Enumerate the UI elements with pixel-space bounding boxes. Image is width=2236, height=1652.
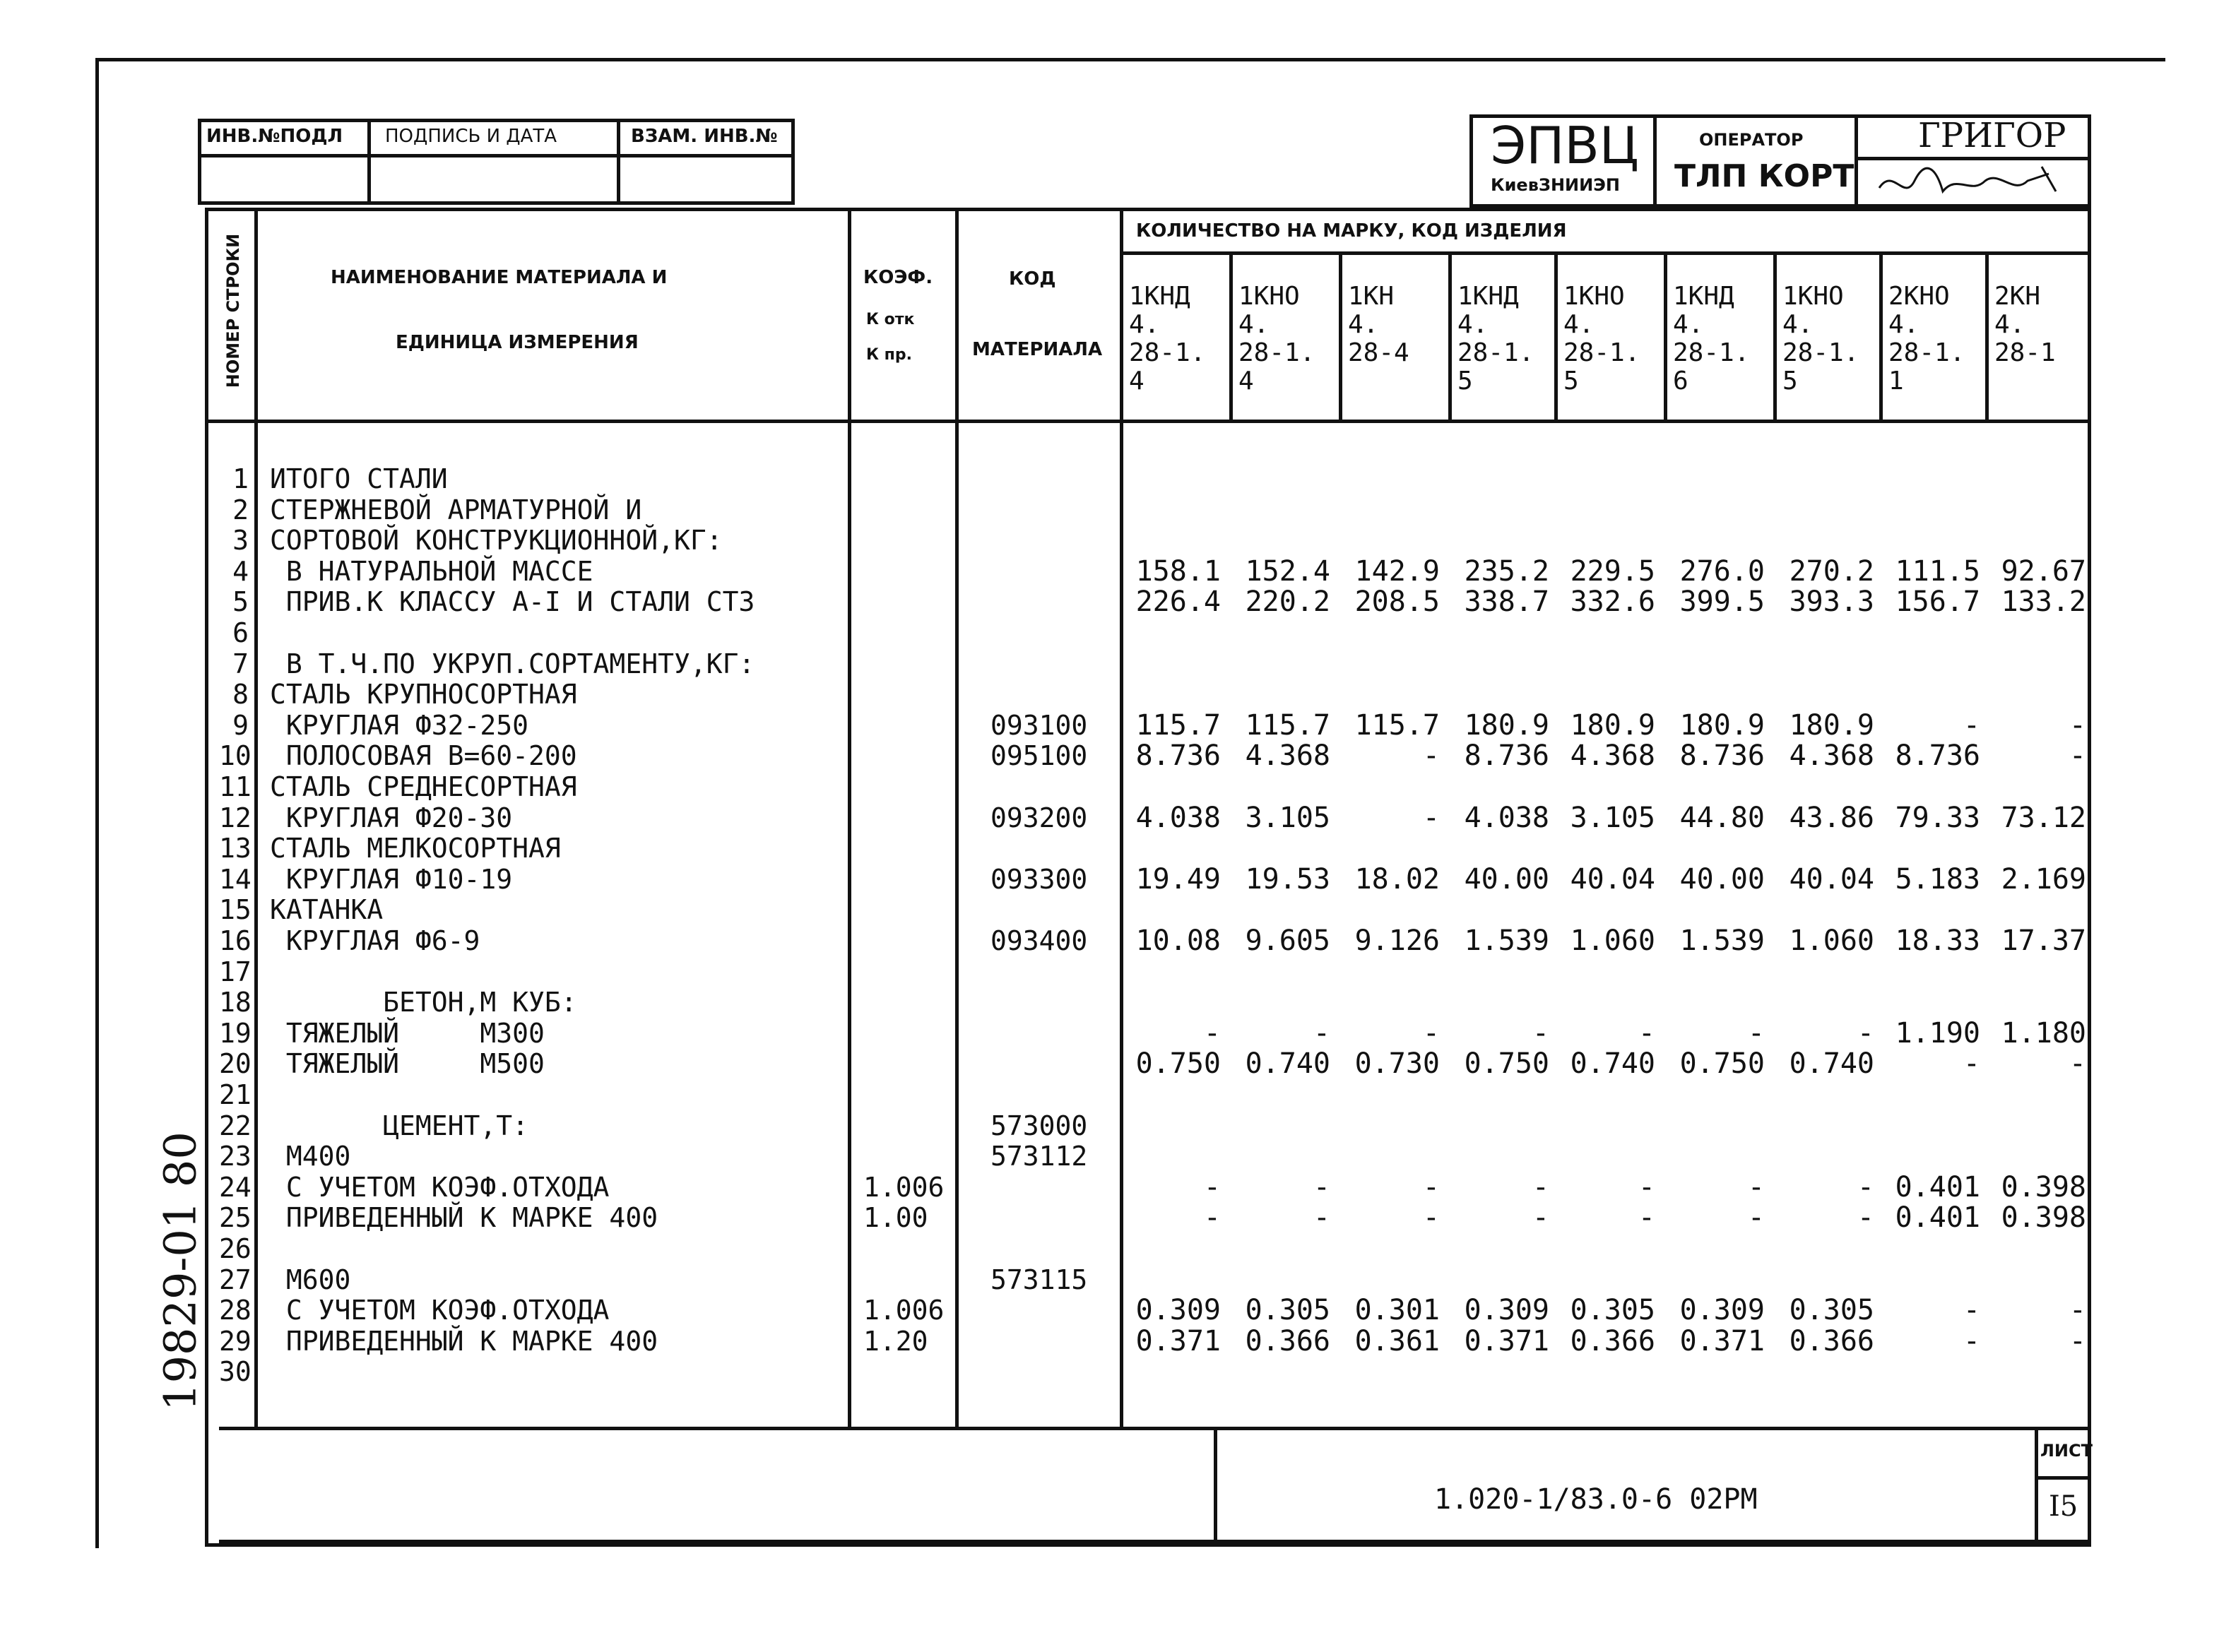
person-name: ГРИГОР: [1918, 116, 2066, 155]
row-value: 44.80: [1679, 802, 1765, 834]
row-value: 40.04: [1570, 863, 1655, 896]
row-value: 180.9: [1789, 709, 1874, 742]
row-value: 1.539: [1679, 925, 1765, 957]
row-number: 22: [219, 1110, 252, 1141]
row-value: -: [1638, 1201, 1655, 1234]
row-value: 1.180: [2001, 1017, 2086, 1050]
side-stamp: 19829-01 80: [154, 1131, 206, 1411]
row-material-name: ТЯЖЕЛЫЙ М300: [270, 1018, 545, 1049]
row-value: 0.301: [1354, 1294, 1440, 1326]
footer-divider: [2035, 1476, 2091, 1480]
row-value: -: [1857, 1171, 1874, 1204]
row-value: 0.309: [1679, 1294, 1765, 1326]
col-line: [1339, 251, 1342, 420]
header-koef: КОЭФ.: [863, 267, 933, 288]
row-value: 79.33: [1895, 802, 1980, 834]
row-value: -: [1857, 1017, 1874, 1050]
row-number: 18: [219, 987, 252, 1018]
col-line: [1985, 251, 1989, 420]
col-line: [955, 208, 959, 1427]
row-value: 0.305: [1570, 1294, 1655, 1326]
row-material-name: СТАЛЬ КРУПНОСОРТНАЯ: [270, 679, 577, 710]
header-k-otk: К отк: [866, 311, 915, 328]
row-value: 1.190: [1895, 1017, 1980, 1050]
col-line: [1448, 251, 1452, 420]
org-divider: [1855, 114, 1858, 208]
col-line: [848, 208, 851, 1427]
qty-header-divider: [1120, 251, 2091, 255]
row-value: 208.5: [1354, 586, 1440, 618]
row-value: -: [1203, 1201, 1221, 1234]
row-value: 0.309: [1135, 1294, 1221, 1326]
row-material-name: ИТОГО СТАЛИ: [270, 463, 448, 494]
frame-top-line: [95, 58, 2165, 61]
row-material-code: 573112: [990, 1141, 1088, 1172]
row-value: 43.86: [1789, 802, 1874, 834]
row-value: 0.366: [1570, 1325, 1655, 1357]
row-value: 0.401: [1895, 1201, 1980, 1234]
row-value: -: [1638, 1171, 1655, 1204]
row-number: 1: [232, 463, 249, 494]
row-value: -: [1422, 1017, 1440, 1050]
row-number: 23: [219, 1141, 252, 1172]
row-value: 0.398: [2001, 1201, 2086, 1234]
row-material-name: М400: [270, 1141, 351, 1172]
row-material-code: 573000: [990, 1110, 1088, 1141]
row-value: 393.3: [1789, 586, 1874, 618]
row-material-name: СОРТОВОЙ КОНСТРУКЦИОННОЙ,КГ:: [270, 525, 723, 556]
col-line: [1879, 251, 1883, 420]
row-material-name: В НАТУРАЛЬНОЙ МАССЕ: [270, 556, 593, 587]
row-value: 338.7: [1464, 586, 1549, 618]
row-material-code: 093100: [990, 710, 1088, 741]
row-value: 9.605: [1245, 925, 1330, 957]
row-value: -: [1422, 802, 1440, 834]
row-value: 9.126: [1354, 925, 1440, 957]
row-material-code: 095100: [990, 740, 1088, 771]
row-value: 0.305: [1789, 1294, 1874, 1326]
row-material-name: С УЧЕТОМ КОЭФ.ОТХОДА: [270, 1172, 610, 1203]
row-value: 158.1: [1135, 555, 1221, 588]
row-value: 133.2: [2001, 586, 2086, 618]
row-value: 40.00: [1679, 863, 1765, 896]
mark-header: 1КНД 4. 28-1. 4: [1129, 282, 1206, 396]
header-name-line1: НАИМЕНОВАНИЕ МАТЕРИАЛА И: [331, 267, 668, 288]
mark-header: 1КНО 4. 28-1. 4: [1238, 282, 1315, 396]
col-line: [1773, 251, 1777, 420]
row-value: 270.2: [1789, 555, 1874, 588]
org-sub: КиевЗНИИЭП: [1491, 175, 1620, 195]
row-value: 4.368: [1789, 739, 1874, 772]
row-value: -: [2069, 1047, 2086, 1080]
row-value: 0.740: [1570, 1047, 1655, 1080]
row-material-name: В Т.Ч.ПО УКРУП.СОРТАМЕНТУ,КГ:: [270, 648, 755, 679]
row-material-name: КРУГЛАЯ Ф20-30: [270, 802, 513, 833]
row-value: 8.736: [1135, 739, 1221, 772]
row-value: 0.750: [1135, 1047, 1221, 1080]
row-number: 30: [219, 1356, 252, 1387]
row-value: -: [1313, 1017, 1330, 1050]
row-value: -: [2069, 1294, 2086, 1326]
row-number: 15: [219, 894, 252, 925]
row-value: 0.740: [1789, 1047, 1874, 1080]
row-value: 2.169: [2001, 863, 2086, 896]
row-value: 0.750: [1679, 1047, 1765, 1080]
row-value: 5.183: [1895, 863, 1980, 896]
col-line: [1664, 251, 1667, 420]
row-value: 0.366: [1789, 1325, 1874, 1357]
row-value: 3.105: [1570, 802, 1655, 834]
row-value: 8.736: [1895, 739, 1980, 772]
stamp-signature-date: ПОДПИСЬ И ДАТА: [385, 126, 557, 147]
row-value: 4.038: [1135, 802, 1221, 834]
footer-bottom: [219, 1540, 2091, 1543]
row-value: 40.00: [1464, 863, 1549, 896]
row-number: 11: [219, 771, 252, 802]
row-koef: 1.20: [863, 1326, 928, 1357]
row-material-name: ПРИВЕДЕННЫЙ К МАРКЕ 400: [270, 1202, 658, 1233]
row-value: -: [1963, 1325, 1980, 1357]
row-value: -: [1313, 1201, 1330, 1234]
row-number: 12: [219, 802, 252, 833]
row-material-name: СТАЛЬ МЕЛКОСОРТНАЯ: [270, 833, 561, 864]
mark-header: 1КНД 4. 28-1. 6: [1673, 282, 1750, 396]
row-koef: 1.006: [863, 1295, 945, 1326]
row-number: 25: [219, 1202, 252, 1233]
row-value: -: [1203, 1017, 1221, 1050]
row-value: 115.7: [1135, 709, 1221, 742]
row-material-code: 093300: [990, 864, 1088, 895]
row-value: 142.9: [1354, 555, 1440, 588]
row-number: 16: [219, 925, 252, 956]
col-line: [1554, 251, 1558, 420]
row-value: 115.7: [1245, 709, 1330, 742]
row-value: 220.2: [1245, 586, 1330, 618]
row-material-code: 573115: [990, 1264, 1088, 1295]
row-value: -: [1963, 1047, 1980, 1080]
row-material-name: КРУГЛАЯ Ф10-19: [270, 864, 513, 895]
row-value: -: [1532, 1017, 1549, 1050]
row-value: -: [1857, 1201, 1874, 1234]
row-value: -: [1532, 1201, 1549, 1234]
row-koef: 1.006: [863, 1172, 945, 1203]
row-number: 28: [219, 1295, 252, 1326]
row-value: 1.539: [1464, 925, 1549, 957]
mark-header: 1КН 4. 28-4: [1348, 282, 1409, 367]
row-material-name: ПРИВЕДЕННЫЙ К МАРКЕ 400: [270, 1326, 658, 1357]
row-number: 5: [232, 586, 249, 617]
doc-code: 1.020-1/83.0-6 02РМ: [1434, 1483, 1758, 1516]
row-value: 0.401: [1895, 1171, 1980, 1204]
row-material-name: С УЧЕТОМ КОЭФ.ОТХОДА: [270, 1295, 610, 1326]
row-value: -: [1422, 739, 1440, 772]
row-material-name: М600: [270, 1264, 351, 1295]
sheet-number: I5: [2049, 1490, 2078, 1523]
row-value: 0.371: [1464, 1325, 1549, 1357]
row-value: 180.9: [1679, 709, 1765, 742]
row-value: 73.12: [2001, 802, 2086, 834]
stamp-divider: [367, 119, 371, 205]
row-value: 180.9: [1464, 709, 1549, 742]
mark-header: 1КНД 4. 28-1. 5: [1457, 282, 1534, 396]
row-value: 332.6: [1570, 586, 1655, 618]
row-value: 8.736: [1679, 739, 1765, 772]
row-number: 20: [219, 1048, 252, 1079]
row-value: 0.750: [1464, 1047, 1549, 1080]
row-value: 1.060: [1789, 925, 1874, 957]
row-value: 0.309: [1464, 1294, 1549, 1326]
row-value: 156.7: [1895, 586, 1980, 618]
row-value: -: [1313, 1171, 1330, 1204]
org-name: ЭПВЦ: [1491, 116, 1639, 175]
row-value: 235.2: [1464, 555, 1549, 588]
mark-header: 2КН 4. 28-1: [1994, 282, 2056, 367]
row-material-name: ПРИВ.К КЛАССУ А-I И СТАЛИ СТЗ: [270, 586, 755, 617]
row-number: 10: [219, 740, 252, 771]
row-value: 18.02: [1354, 863, 1440, 896]
row-koef: 1.00: [863, 1202, 928, 1233]
row-value: 0.371: [1135, 1325, 1221, 1357]
row-number: 29: [219, 1326, 252, 1357]
row-material-name: КРУГЛАЯ Ф32-250: [270, 710, 529, 741]
stamp-vzam-inv: ВЗАМ. ИНВ.№: [631, 126, 778, 147]
row-value: 40.04: [1789, 863, 1874, 896]
row-material-name: КАТАНКА: [270, 894, 384, 925]
row-value: 229.5: [1570, 555, 1655, 588]
row-number: 7: [232, 648, 249, 679]
footer-divider: [1214, 1427, 1217, 1543]
row-value: 152.4: [1245, 555, 1330, 588]
row-value: 4.368: [1245, 739, 1330, 772]
header-code: КОД: [1009, 268, 1056, 290]
row-material-name: ТЯЖЕЛЫЙ М500: [270, 1048, 545, 1079]
row-value: 276.0: [1679, 555, 1765, 588]
row-value: 0.361: [1354, 1325, 1440, 1357]
row-value: 4.368: [1570, 739, 1655, 772]
row-value: 92.67: [2001, 555, 2086, 588]
row-value: 10.08: [1135, 925, 1221, 957]
stamp-divider: [198, 154, 795, 158]
operator-label: ОПЕРАТОР: [1699, 130, 1804, 150]
row-material-name: СТЕРЖНЕВОЙ АРМАТУРНОЙ И: [270, 494, 642, 525]
row-value: 115.7: [1354, 709, 1440, 742]
row-value: -: [2069, 739, 2086, 772]
row-value: -: [1747, 1017, 1765, 1050]
row-number: 19: [219, 1018, 252, 1049]
row-value: -: [1638, 1017, 1655, 1050]
header-k-pr: К пр.: [866, 346, 912, 364]
header-name-line2: ЕДИНИЦА ИЗМЕРЕНИЯ: [396, 332, 639, 353]
frame-left-line: [95, 58, 99, 1548]
row-number: 13: [219, 833, 252, 864]
row-material-name: КРУГЛАЯ Ф6-9: [270, 925, 480, 956]
row-material-name: БЕТОН,М КУБ:: [270, 987, 577, 1018]
header-row-number: НОМЕР СТРОКИ: [223, 233, 243, 388]
row-value: 19.53: [1245, 863, 1330, 896]
row-value: 8.736: [1464, 739, 1549, 772]
row-value: -: [2069, 709, 2086, 742]
row-number: 24: [219, 1172, 252, 1203]
row-number: 27: [219, 1264, 252, 1295]
footer-divider: [2035, 1427, 2038, 1543]
row-value: 0.371: [1679, 1325, 1765, 1357]
row-number: 14: [219, 864, 252, 895]
row-value: -: [1203, 1171, 1221, 1204]
row-material-name: СТАЛЬ СРЕДНЕСОРТНАЯ: [270, 771, 577, 802]
row-value: 0.730: [1354, 1047, 1440, 1080]
row-number: 8: [232, 679, 249, 710]
row-value: 19.49: [1135, 863, 1221, 896]
col-line: [1229, 251, 1233, 420]
row-value: 18.33: [1895, 925, 1980, 957]
row-value: 4.038: [1464, 802, 1549, 834]
mark-header: 2КНО 4. 28-1. 1: [1888, 282, 1965, 396]
row-value: -: [1422, 1201, 1440, 1234]
row-value: 0.740: [1245, 1047, 1330, 1080]
mark-header: 1КНО 4. 28-1. 5: [1563, 282, 1640, 396]
row-value: -: [1963, 709, 1980, 742]
row-value: 226.4: [1135, 586, 1221, 618]
row-material-code: 093400: [990, 925, 1088, 956]
stamp-divider: [617, 119, 620, 205]
row-value: 180.9: [1570, 709, 1655, 742]
row-value: 399.5: [1679, 586, 1765, 618]
row-value: 111.5: [1895, 555, 1980, 588]
row-value: 3.105: [1245, 802, 1330, 834]
header-qty: КОЛИЧЕСТВО НА МАРКУ, КОД ИЗДЕЛИЯ: [1136, 220, 1567, 242]
row-material-name: ЦЕМЕНТ,Т:: [270, 1110, 529, 1141]
org-divider: [1653, 114, 1657, 208]
row-number: 17: [219, 956, 252, 987]
row-value: -: [1532, 1171, 1549, 1204]
col-line: [254, 208, 258, 1427]
row-value: 1.060: [1570, 925, 1655, 957]
row-number: 4: [232, 556, 249, 587]
row-number: 6: [232, 617, 249, 648]
row-number: 2: [232, 494, 249, 525]
row-material-code: 093200: [990, 802, 1088, 833]
row-value: 0.366: [1245, 1325, 1330, 1357]
row-value: -: [1422, 1171, 1440, 1204]
sheet-label: ЛИСТ: [2040, 1441, 2093, 1461]
row-value: 17.37: [2001, 925, 2086, 957]
table-header-divider: [205, 420, 2091, 423]
row-number: 21: [219, 1079, 252, 1110]
row-material-name: ПОЛОСОВАЯ В=60-200: [270, 740, 577, 771]
stamp-inv-podl: ИНВ.№ПОДЛ: [206, 126, 343, 147]
table-footer-divider: [219, 1427, 2091, 1430]
row-value: -: [1747, 1171, 1765, 1204]
row-number: 3: [232, 525, 249, 556]
row-number: 9: [232, 710, 249, 741]
row-value: 0.398: [2001, 1171, 2086, 1204]
mark-header: 1КНО 4. 28-1. 5: [1782, 282, 1859, 396]
row-value: -: [1963, 1294, 1980, 1326]
operator-value: ТЛП КОРТ: [1674, 158, 1855, 194]
row-value: -: [1747, 1201, 1765, 1234]
header-code2: МАТЕРИАЛА: [972, 339, 1103, 360]
row-value: 0.305: [1245, 1294, 1330, 1326]
signature: [1872, 160, 2070, 209]
row-number: 26: [219, 1233, 252, 1264]
row-value: -: [2069, 1325, 2086, 1357]
